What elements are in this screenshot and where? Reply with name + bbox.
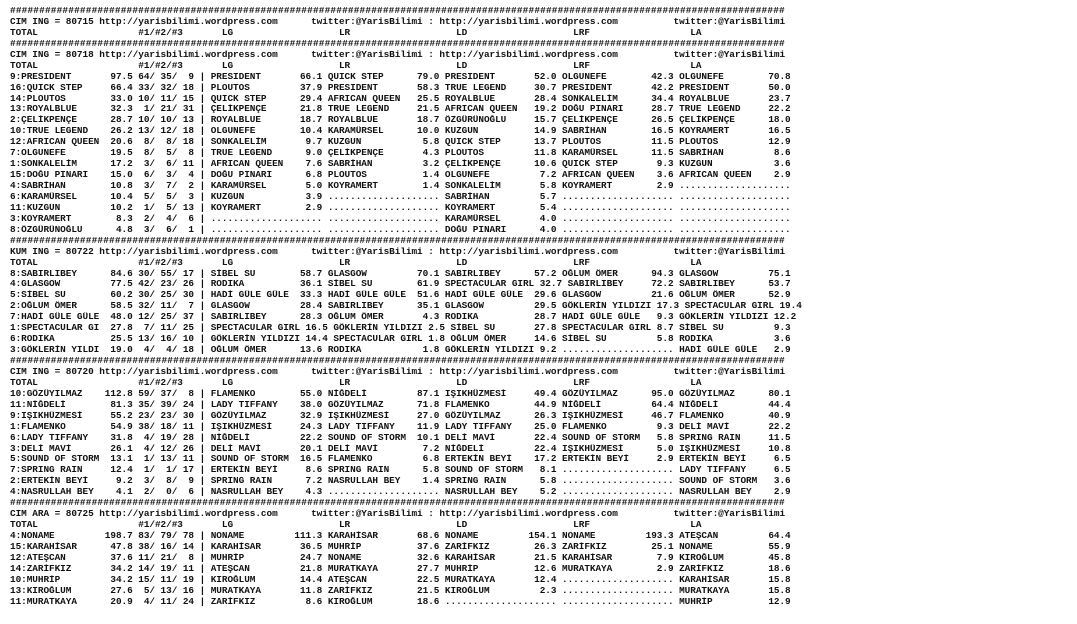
separator-line: ##################################################################################################################################### (10, 6, 785, 16)
table-row: 13:KIROĞLUM 27.6 5/ 13/ 16 | MURATKAYA 11.8 ZARİFKIZ 21.5 KIROĞLUM 2.3 .................... MURATKAYA 15.8 (10, 585, 791, 596)
table-row: 11:KUZGUN 10.2 1/ 5/ 13 | KOYRAMERT 2.9 .................... KOYRAMERT 5.4 .................... .................... (10, 202, 791, 213)
table-row: 12:AFRICAN QUEEN 20.6 8/ 8/ 18 | SONKALELİM 9.7 KUZGUN 5.8 QUICK STEP 13.7 PLOUTOS 11.5 PLOUTOS 12.9 (10, 137, 791, 148)
table-row: 13:ROYALBLUE 32.3 1/ 21/ 31 | ÇELİKPENÇE 21.8 TRUE LEGEND 21.5 AFRICAN QUEEN 19.2 DOĞU PINARI 28.7 TRUE LEGEND 22.2 (10, 104, 791, 115)
table-row: 4:SABRİHAN 10.8 3/ 7/ 2 | KARAMÜRSEL 5.0 KOYRAMERT 1.4 SONKALELİM 5.8 KOYRAMERT 2.9 .................... (10, 181, 791, 191)
table-row: 11:MURATKAYA 20.9 4/ 11/ 24 | ZARİFKIZ 8.6 KIROĞLUM 18.6 .................... .................... MUHRİP 12.9 (10, 596, 791, 607)
table-row: 5:SİBEL SU 60.2 30/ 25/ 30 | HADİ GÜLE GÜLE 33.3 HADİ GÜLE GÜLE 51.6 HADİ GÜLE GÜLE 29.6 GLASGOW 21.6 OĞLUM ÖMER 52.9 (10, 290, 791, 301)
table-row: 15:DOĞU PINARI 15.0 6/ 3/ 4 | DOĞU PINARI 6.8 PLOUTOS 1.4 OLGUNEFE 7.2 AFRICAN QUEEN 3.6 AFRICAN QUEEN 2.9 (10, 170, 791, 181)
table-row: 9:PRESIDENT 97.5 64/ 35/ 9 | PRESIDENT 66.1 QUICK STEP 79.0 PRESIDENT 52.0 OLGUNEFE 42.3 OLGUNEFE 70.8 (10, 71, 791, 82)
table-row: 6:RODIKA 25.5 13/ 16/ 10 | GÖKLERİN YILDIZI 14.4 SPECTACULAR GIRL 1.8 OĞLUM ÖMER 14.6 SİBEL SU 5.8 RODIKA 3.6 (10, 334, 791, 345)
table-row: 11:NİĞDELİ 81.3 35/ 39/ 24 | LADY TIFFANY 38.0 GÖZÜYILMAZ 71.8 FLAMENKO 44.9 NİĞDELİ 64.4 NİĞDELİ 44.4 (10, 399, 791, 410)
column-header-row: TOTAL #1/#2/#3 LG LR LD LRF LA (10, 377, 702, 388)
table-row: 2:OĞLUM ÖMER 58.5 32/ 11/ 7 | GLASGOW 28.4 SABIRLIBEY 35.1 GLASGOW 29.5 GÖKLERİN YILDIZI 17.3 SPECTACULAR GIRL 19.4 (10, 301, 802, 312)
table-row: 14:ZARİFKIZ 34.2 14/ 19/ 11 | ATEŞCAN 21.8 MURATKAYA 27.7 MUHRİP 12.6 MURATKAYA 2.9 ZARİFKIZ 18.6 (10, 563, 791, 574)
table-row: 4:NASRULLAH BEY 4.1 2/ 0/ 6 | NASRULLAH BEY 4.3 .................... NASRULLAH BEY 5.2 .................... NASRULLAH BEY 2.9 (10, 487, 791, 498)
table-row: 10:GÖZÜYILMAZ 112.8 59/ 37/ 8 | FLAMENKO 55.0 NİĞDELİ 87.1 IŞIKHÜZMESİ 49.4 GÖZÜYILMAZ 95.0 GÖZÜYILMAZ 80.1 (10, 388, 791, 399)
column-header-row: TOTAL #1/#2/#3 LG LR LD LRF LA (10, 257, 702, 268)
table-row: 2:ÇELİKPENÇE 28.7 10/ 10/ 13 | ROYALBLUE 18.7 ROYALBLUE 18.7 ÖZGÜRÜNOĞLU 15.7 ÇELİKPENÇE 26.5 ÇELİKPENÇE 18.0 (10, 115, 791, 126)
separator-line: ##################################################################################################################################### (10, 235, 785, 246)
table-row: 7:SPRING RAIN 12.4 1/ 1/ 17 | ERTEKİN BEYİ 8.6 SPRING RAIN 5.8 SOUND OF STORM 8.1 .................... LADY TIFFANY 6.5 (10, 465, 791, 476)
table-row: 4:NONAME 198.7 83/ 79/ 78 | NONAME 111.3 KARAHİSAR 68.6 NONAME 154.1 NONAME 193.3 ATEŞCAN 64.4 (10, 531, 791, 541)
table-row: 3:KOYRAMERT 8.3 2/ 4/ 6 | .................... .................... KARAMÜRSEL 4.0 .................... .................... (10, 213, 791, 224)
table-row: 6:KARAMÜRSEL 10.4 5/ 5/ 3 | KUZGUN 3.9 .................... SABRİHAN 5.7 .................... .................... (10, 191, 791, 202)
race-header: KUM ING = 80722 http://yarisbilimi.wordpress.com twitter:@YarisBilimi : http://yarisbilimi.wordpress.com twitter:@YarisBilimi (10, 246, 786, 257)
table-row: 1:FLAMENKO 54.9 38/ 18/ 11 | IŞIKHÜZMESİ 24.3 LADY TIFFANY 11.9 LADY TIFFANY 25.0 FLAMENKO 9.3 DELİ MAVİ 22.2 (10, 421, 791, 432)
table-row: 1:SPECTACULAR GI 27.8 7/ 11/ 25 | SPECTACULAR GIRL 16.5 GÖKLERİN YILDIZI 2.5 SİBEL SU 27.8 SPECTACULAR GIRL 8.7 SİBEL SU 9.3 (10, 323, 791, 334)
table-row: 10:TRUE LEGEND 26.2 13/ 12/ 18 | OLGUNEFE 10.4 KARAMÜRSEL 10.0 KUZGUN 14.9 SABRİHAN 16.5 KOYRAMERT 16.5 (10, 126, 791, 137)
table-row: 10:MUHRİP 34.2 15/ 11/ 19 | KIROĞLUM 14.4 ATEŞCAN 22.5 MURATKAYA 12.4 .................... KARAHİSAR 15.8 (10, 574, 791, 585)
separator-line: ##################################################################################################################################### (10, 498, 785, 509)
table-row: 2:ERTEKİN BEYİ 9.2 3/ 8/ 9 | SPRING RAIN 7.2 NASRULLAH BEY 1.4 SPRING RAIN 5.8 .................... SOUND OF STORM 3.6 (10, 476, 791, 487)
table-row: 15:KARAHİSAR 47.8 38/ 16/ 14 | KARAHİSAR 36.5 MUHRİP 37.6 ZARİFKIZ 26.3 ZARİFKIZ 25.1 NONAME 55.9 (10, 541, 791, 552)
race-header: CIM ING = 80718 http://yarisbilimi.wordpress.com twitter:@YarisBilimi : http://yarisbilimi.wordpress.com twitter:@YarisBilimi (10, 49, 786, 60)
table-row: 14:PLOUTOS 33.0 10/ 11/ 15 | QUICK STEP 29.4 AFRICAN QUEEN 25.5 ROYALBLUE 28.4 SONKALELİM 34.4 ROYALBLUE 23.7 (10, 93, 791, 104)
table-row: 3:GÖKLERİN YILDI 19.0 4/ 4/ 18 | OĞLUM ÖMER 13.6 RODIKA 1.8 GÖKLERİN YILDIZI 9.2 .................... HADİ GÜLE GÜLE 2.9 (10, 345, 791, 356)
table-row: 7:HADİ GÜLE GÜLE 48.0 12/ 25/ 37 | SABIRLIBEY 28.3 OĞLUM ÖMER 4.3 RODIKA 28.7 HADİ GÜLE GÜLE 9.3 GÖKLERİN YILDIZI 12.2 (10, 312, 797, 323)
table-row: 8:ÖZGÜRÜNOĞLU 4.8 3/ 6/ 1 | .................... .................... DOĞU PINARI 4.0 .................... .................... (10, 224, 791, 235)
table-row: 12:ATEŞCAN 37.6 11/ 21/ 8 | MUHRİP 24.7 NONAME 32.6 KARAHİSAR 21.5 KARAHİSAR 7.9 KIROĞLUM 45.8 (10, 552, 791, 563)
table-row: 16:QUICK STEP 66.4 33/ 32/ 18 | PLOUTOS 37.9 PRESIDENT 58.3 TRUE LEGEND 30.7 PRESIDENT 42.2 PRESIDENT 50.0 (10, 82, 791, 93)
table-row: 7:OLGUNEFE 19.5 8/ 5/ 8 | TRUE LEGEND 9.0 ÇELİKPENÇE 4.3 PLOUTOS 11.8 KARAMÜRSEL 11.5 SABRİHAN 8.6 (10, 148, 791, 159)
table-row: 4:GLASGOW 77.5 42/ 23/ 26 | RODIKA 36.1 SİBEL SU 61.9 SPECTACULAR GIRL 32.7 SABIRLIBEY 72.2 SABIRLIBEY 53.7 (10, 279, 791, 290)
table-row: 9:IŞIKHÜZMESİ 55.2 23/ 23/ 30 | GÖZÜYILMAZ 32.9 IŞIKHÜZMESİ 27.0 GÖZÜYILMAZ 26.3 IŞIKHÜZMESİ 46.7 FLAMENKO 40.9 (10, 410, 791, 421)
column-header-row: TOTAL #1/#2/#3 LG LR LD LRF LA (10, 27, 702, 38)
race-header: CIM ING = 80715 http://yarisbilimi.wordpress.com twitter:@YarisBilimi : http://yarisbilimi.wordpress.com twitter:@YarisBilimi (10, 16, 786, 27)
table-row: 6:LADY TIFFANY 31.8 4/ 19/ 28 | NİĞDELİ 22.2 SOUND OF STORM 10.1 DELİ MAVİ 22.4 SOUND OF STORM 5.8 SPRING RAIN 11.5 (10, 432, 791, 443)
table-row: 1:SONKALELİM 17.2 3/ 6/ 11 | AFRICAN QUEEN 7.6 SABRİHAN 3.2 ÇELİKPENÇE 10.6 QUICK STEP 9.3 KUZGUN 3.6 (10, 159, 791, 170)
race-header: CIM ING = 80720 http://yarisbilimi.wordpress.com twitter:@YarisBilimi : http://yarisbilimi.wordpress.com twitter:@YarisBilimi (10, 366, 786, 377)
table-row: 3:DELİ MAVİ 26.1 4/ 12/ 26 | DELİ MAVİ 20.1 DELİ MAVİ 7.2 NİĞDELİ 22.4 IŞIKHÜZMESİ 5.0 IŞIKHÜZMESİ 10.8 (10, 443, 791, 454)
table-row: 5:SOUND OF STORM 13.1 1/ 13/ 11 | SOUND OF STORM 16.5 FLAMENKO 6.8 ERTEKİN BEYİ 17.2 ERTEKİN BEYİ 2.9 ERTEKİN BEYİ 6.5 (10, 454, 791, 465)
separator-line: ##################################################################################################################################### (10, 38, 785, 49)
race-header: CIM ARA = 80725 http://yarisbilimi.wordpress.com twitter:@YarisBilimi : http://yarisbilimi.wordpress.com twitter:@YarisBilimi (10, 509, 786, 520)
separator-line: ##################################################################################################################################### (10, 356, 785, 366)
column-header-row: TOTAL #1/#2/#3 LG LR LD LRF LA (10, 520, 702, 531)
column-header-row: TOTAL #1/#2/#3 LG LR LD LRF LA (10, 60, 702, 71)
rating-sheet (10, 6, 802, 608)
table-row: 8:SABIRLIBEY 84.6 30/ 55/ 17 | SİBEL SU 58.7 GLASGOW 70.1 SABIRLIBEY 57.2 OĞLUM ÖMER 94.3 GLASGOW 75.1 (10, 268, 791, 279)
